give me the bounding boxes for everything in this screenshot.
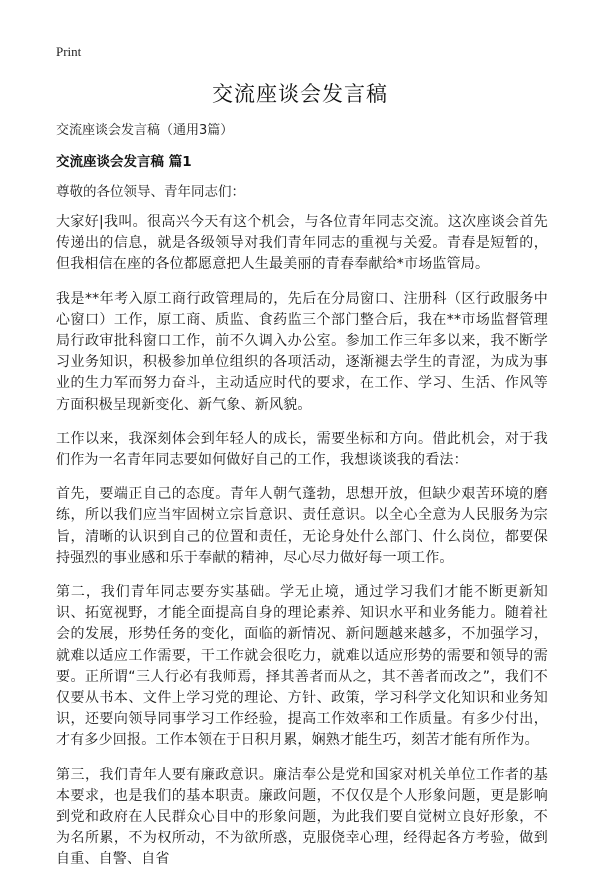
paragraph-point-three: 第三，我们青年人要有廉政意识。廉洁奉公是党和国家对机关单位工作者的基本要求，也是我们的基本职责。廉政问题，不仅仅是个人形象问题，更是影响到党和政府在人民群众心目中的形象问题，为此我们要自觉树立良好形象，不为名所累，不为权所动，不为欲所惑，克服侥幸心理，经得起各方考验，做到自重、自警、自省 (56, 766, 548, 868)
greeting-line: 尊敬的各位领导、青年同志们： (56, 184, 245, 200)
paragraph-point-one: 首先，要端正自己的态度。青年人朝气蓬勃，思想开放，但缺少艰苦环境的磨练，所以我们应当牢固树立宗旨意识、责任意识。以全心全意为人民服务为宗旨，清晰的认识到自己的位置和责任，无论身处什么部门、什么岗位，都要保持强烈的事业感和乐于奉献的精神，尽心尽力做好每一项工作。 (56, 486, 548, 566)
print-link[interactable]: Print (56, 44, 82, 59)
document-subtitle: 交流座谈会发言稿（通用3篇） (56, 123, 234, 138)
document-body (56, 212, 548, 884)
paragraph-point-two: 第二，我们青年同志要夯实基础。学无止境，通过学习我们才能不断更新知识、拓宽视野，才能全面提高自身的理论素养、知识水平和业务能力。随着社会的发展，形势任务的变化，面临的新情况、新问题越来越多，不加强学习，就难以适应工作需要，干工作就会很吃力，就难以适应形势的需要和领导的需要。正所谓“三人行必有我师焉，择其善者而从之，其不善者而改之”，我们不仅要从书本、文件上学习党的理论、方针、政策，学习科学文化知识和业务知识，还要向领导同事学习工作经验，提高工作效率和工作质量。有多少付出，才有多少回报。工作本领在于日积月累，娴熟才能生巧，刻苦才能有所作为。 (56, 584, 548, 749)
page-title: 交流座谈会发言稿 (212, 82, 388, 106)
section-heading: 交流座谈会发言稿 篇1 (56, 154, 192, 170)
paragraph-background: 我是**年考入原工商行政管理局的，先后在分局窗口、注册科（区行政服务中心窗口）工作，原工商、质监、食药监三个部门整合后，我在**市场监督管理局行政审批科窗口工作，前不久调入办公室。参加工作三年多以来，我不断学习业务知识，积极参加单位组织的各项活动，逐渐褪去学生的青涩，为成为事业的生力军而努力奋斗，主动适应时代的要求，在工作、学习、生活、作风等方面积极呈现新变化、新气象、新风貌。 (56, 290, 548, 413)
paragraph-intro: 大家好|我叫。很高兴今天有这个机会，与各位青年同志交流。这次座谈会首先传递出的信息，就是各级领导对我们青年同志的重视与关爱。青春是短暂的，但我相信在座的各位都愿意把人生最美丽的青春奉献给*市场监管局。 (56, 214, 548, 273)
paragraph-reflection: 工作以来，我深刻体会到年轻人的成长，需要坐标和方向。借此机会，对于我们作为一名青年同志要如何做好自己的工作，我想谈谈我的看法： (56, 430, 548, 469)
